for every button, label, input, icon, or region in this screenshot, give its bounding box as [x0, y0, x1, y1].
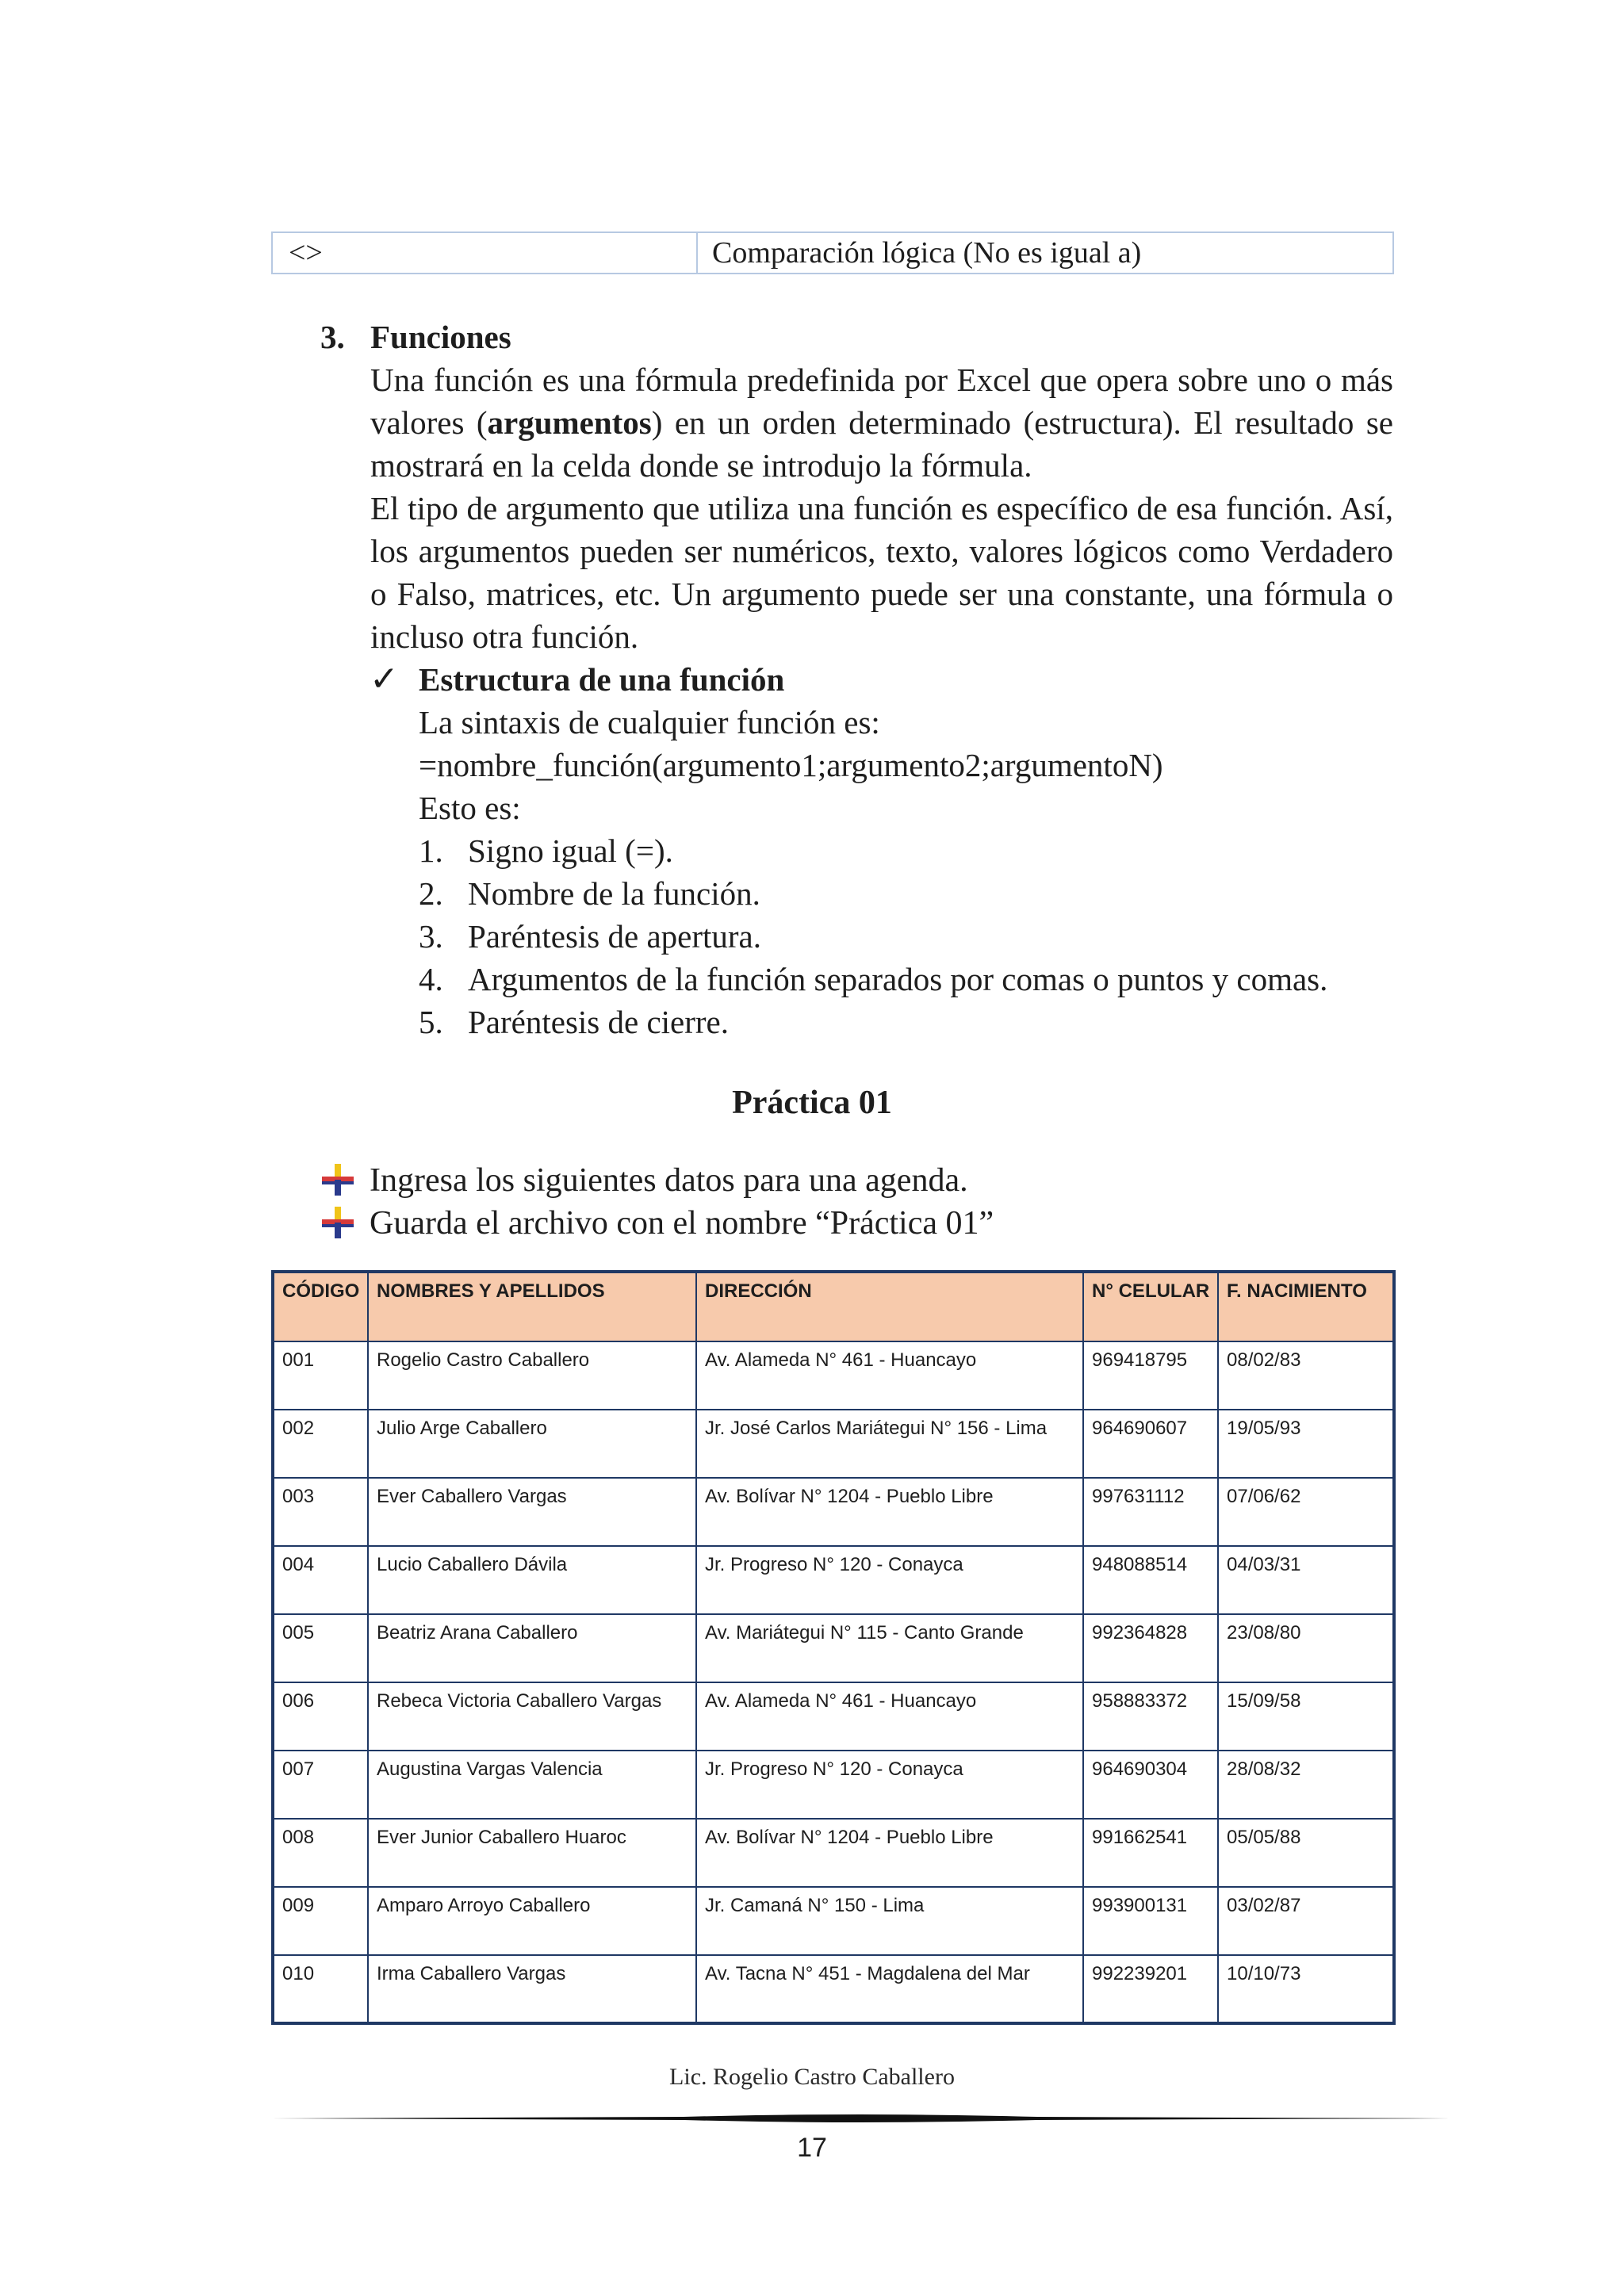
- phone-cell: 997631112: [1083, 1478, 1218, 1546]
- paragraph-argument-types: El tipo de argumento que utiliza una función es específico de esa función. Así, los argumentos pueden ser numéricos, texto, valores lógicos como Verdadero o Falso, matrices, etc. Un argumento puede ser una constante, una fórmula o incluso otra función.: [370, 490, 1393, 655]
- list-text: Paréntesis de apertura.: [468, 918, 761, 955]
- column-header-birthdate: F. NACIMIENTO: [1218, 1272, 1394, 1341]
- list-number: 3.: [419, 918, 443, 955]
- column-header-address: DIRECCIÓN: [696, 1272, 1083, 1341]
- address-cell: Jr. Progreso N° 120 - Conayca: [696, 1751, 1083, 1819]
- table-row: [273, 1682, 1394, 1751]
- list-text: Paréntesis de cierre.: [468, 1004, 729, 1040]
- name-cell: Irma Caballero Vargas: [368, 1955, 696, 2023]
- agenda-table: [271, 1270, 1396, 2025]
- page-number: 17: [797, 2133, 827, 2163]
- address-cell: Jr. Camaná N° 150 - Lima: [696, 1887, 1083, 1955]
- birthdate-cell: 10/10/73: [1218, 1955, 1394, 2023]
- operator-cell: <>: [273, 233, 698, 273]
- code-cell: 009: [273, 1887, 368, 1955]
- birthdate-cell: 08/02/83: [1218, 1341, 1394, 1410]
- list-number: 5.: [419, 1004, 443, 1040]
- name-cell: Ever Junior Caballero Huaroc: [368, 1819, 696, 1887]
- table-row: [273, 1478, 1394, 1546]
- address-cell: Av. Alameda N° 461 - Huancayo: [696, 1682, 1083, 1751]
- code-cell: 004: [273, 1546, 368, 1614]
- name-cell: Rebeca Victoria Caballero Vargas: [368, 1682, 696, 1751]
- list-number: 2.: [419, 875, 443, 912]
- code-cell: 003: [273, 1478, 368, 1546]
- syntax-formula: =nombre_función(argumento1;argumento2;argumentoN): [419, 747, 1163, 783]
- structure-steps-list: [419, 829, 1327, 1043]
- table-row: [273, 1410, 1394, 1478]
- list-item: [419, 915, 1327, 958]
- phone-cell: 991662541: [1083, 1819, 1218, 1887]
- birthdate-cell: 23/08/80: [1218, 1614, 1394, 1682]
- table-header-row: [273, 1272, 1394, 1341]
- list-item: Guarda el archivo con el nombre “Práctica 01”: [320, 1202, 994, 1245]
- list-item: [419, 958, 1327, 1001]
- operator-table: [271, 232, 1394, 274]
- code-cell: 007: [273, 1751, 368, 1819]
- address-cell: Av. Tacna N° 451 - Magdalena del Mar: [696, 1955, 1083, 2023]
- code-cell: 001: [273, 1341, 368, 1410]
- code-cell: 002: [273, 1410, 368, 1478]
- list-text: Argumentos de la función separados por comas o puntos y comas.: [468, 961, 1328, 997]
- birthdate-cell: 19/05/93: [1218, 1410, 1394, 1478]
- list-item: [419, 1001, 1327, 1043]
- code-cell: 008: [273, 1819, 368, 1887]
- phone-cell: 948088514: [1083, 1546, 1218, 1614]
- address-cell: Jr. José Carlos Mariátegui N° 156 - Lima: [696, 1410, 1083, 1478]
- name-cell: Julio Arge Caballero: [368, 1410, 696, 1478]
- column-header-code: CÓDIGO: [273, 1272, 368, 1341]
- list-number: 4.: [419, 961, 443, 997]
- list-text: Nombre de la función.: [468, 875, 760, 912]
- keyword-arguments: argumentos: [487, 404, 652, 441]
- birthdate-cell: 07/06/62: [1218, 1478, 1394, 1546]
- address-cell: Jr. Progreso N° 120 - Conayca: [696, 1546, 1083, 1614]
- operator-description-cell: Comparación lógica (No es igual a): [712, 236, 1142, 270]
- structure-body: [419, 701, 1163, 829]
- table-row: [273, 1819, 1394, 1887]
- birthdate-cell: 05/05/88: [1218, 1819, 1394, 1887]
- birthdate-cell: 28/08/32: [1218, 1751, 1394, 1819]
- phone-cell: 964690304: [1083, 1751, 1218, 1819]
- section-number: 3.: [320, 319, 345, 355]
- phone-cell: 964690607: [1083, 1410, 1218, 1478]
- phone-cell: 993900131: [1083, 1887, 1218, 1955]
- structure-title: Estructura de una función: [419, 661, 785, 698]
- phone-cell: 969418795: [1083, 1341, 1218, 1410]
- section-body: [370, 358, 1393, 658]
- column-header-phone: N° CELULAR: [1083, 1272, 1218, 1341]
- address-cell: Av. Bolívar N° 1204 - Pueblo Libre: [696, 1819, 1083, 1887]
- column-header-name: NOMBRES Y APELLIDOS: [368, 1272, 696, 1341]
- cross-bullet-icon: [320, 1159, 370, 1202]
- list-number: 1.: [419, 832, 443, 869]
- list-item: [419, 829, 1327, 872]
- checkmark-icon: ✓: [370, 659, 399, 699]
- practice-instructions: [320, 1159, 994, 1245]
- phone-cell: 958883372: [1083, 1682, 1218, 1751]
- name-cell: Amparo Arroyo Caballero: [368, 1887, 696, 1955]
- table-row: [273, 1546, 1394, 1614]
- code-cell: 010: [273, 1955, 368, 2023]
- birthdate-cell: 04/03/31: [1218, 1546, 1394, 1614]
- address-cell: Av. Bolívar N° 1204 - Pueblo Libre: [696, 1478, 1083, 1546]
- name-cell: Lucio Caballero Dávila: [368, 1546, 696, 1614]
- list-item: Ingresa los siguientes datos para una agenda.: [320, 1159, 994, 1202]
- name-cell: Ever Caballero Vargas: [368, 1478, 696, 1546]
- cross-bullet-icon: [320, 1202, 370, 1245]
- list-item: [419, 872, 1327, 915]
- syntax-intro: La sintaxis de cualquier función es:: [419, 704, 880, 740]
- phone-cell: 992364828: [1083, 1614, 1218, 1682]
- code-cell: 005: [273, 1614, 368, 1682]
- address-cell: Av. Alameda N° 461 - Huancayo: [696, 1341, 1083, 1410]
- footer-divider: [271, 2112, 1450, 2125]
- syntax-explanation: Esto es:: [419, 790, 521, 826]
- birthdate-cell: 03/02/87: [1218, 1887, 1394, 1955]
- table-row: [273, 1887, 1394, 1955]
- table-row: [273, 1614, 1394, 1682]
- address-cell: Av. Mariátegui N° 115 - Canto Grande: [696, 1614, 1083, 1682]
- table-row: [273, 1751, 1394, 1819]
- table-row: [273, 1341, 1394, 1410]
- name-cell: Beatriz Arana Caballero: [368, 1614, 696, 1682]
- table-row: [273, 1955, 1394, 2023]
- name-cell: Augustina Vargas Valencia: [368, 1751, 696, 1819]
- practice-title: Práctica 01: [732, 1085, 892, 1121]
- list-text: Signo igual (=).: [468, 832, 673, 869]
- footer-author: Lic. Rogelio Castro Caballero: [669, 2064, 955, 2090]
- section-title: Funciones: [370, 319, 511, 355]
- code-cell: 006: [273, 1682, 368, 1751]
- birthdate-cell: 15/09/58: [1218, 1682, 1394, 1751]
- name-cell: Rogelio Castro Caballero: [368, 1341, 696, 1410]
- paragraph-definition: Una función es una fórmula predefinida por Excel que opera sobre uno o más valores (argumentos) en un orden determinado (estructura). El resultado se mostrará en la celda donde se introdujo la fórmula.: [370, 362, 1393, 484]
- phone-cell: 992239201: [1083, 1955, 1218, 2023]
